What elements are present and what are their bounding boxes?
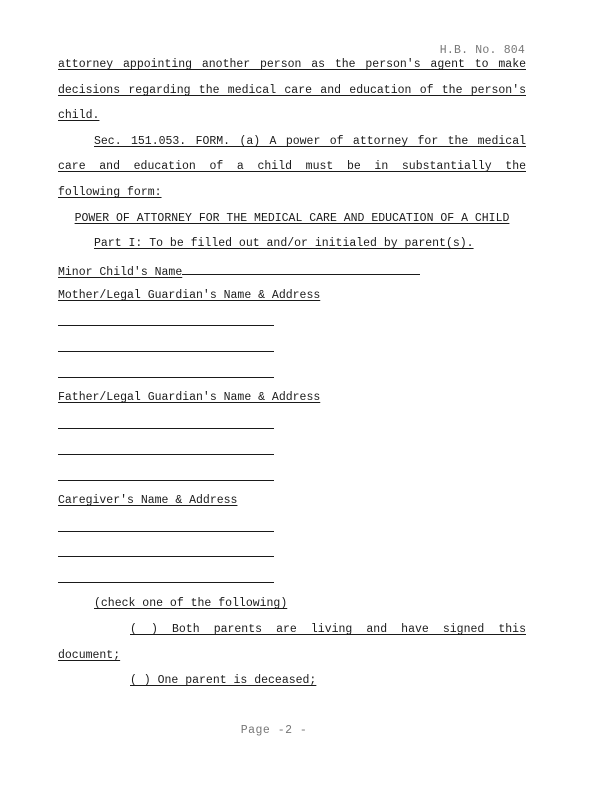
section-heading-line: Sec. 151.053. FORM. (a) A power of attorney for the medical xyxy=(94,135,526,148)
caregiver-address-line-2[interactable] xyxy=(58,556,274,557)
caregiver-label: Caregiver's Name & Address xyxy=(58,494,238,507)
minor-child-field: Minor Child's Name xyxy=(58,263,526,279)
paragraph-line: document; xyxy=(58,649,121,662)
paragraph-line: attorney appointing another person as the person's agent to make xyxy=(58,58,526,71)
father-address-line-1[interactable] xyxy=(58,428,274,429)
mother-address-line-2[interactable] xyxy=(58,351,274,352)
check-instruction: (check one of the following) xyxy=(94,597,288,610)
father-address-line-2[interactable] xyxy=(58,454,274,455)
mother-address-line-3[interactable] xyxy=(58,377,274,378)
mother-guardian-label: Mother/Legal Guardian's Name & Address xyxy=(58,289,321,302)
caregiver-address-line-1[interactable] xyxy=(58,531,274,532)
minor-child-name-blank[interactable] xyxy=(182,263,420,275)
father-guardian-label: Father/Legal Guardian's Name & Address xyxy=(58,391,321,404)
paragraph-line: decisions regarding the medical care and education of the person's xyxy=(58,84,526,97)
checkbox-one-parent-deceased[interactable]: ( ) One parent is deceased; xyxy=(130,674,317,687)
paragraph-line: child. xyxy=(58,109,100,122)
caregiver-address-line-3[interactable] xyxy=(58,582,274,583)
mother-address-line-1[interactable] xyxy=(58,325,274,326)
form-title: POWER OF ATTORNEY FOR THE MEDICAL CARE AND EDUCATION OF A CHILD xyxy=(74,212,510,225)
paragraph-line: following form: xyxy=(58,186,162,199)
father-address-line-3[interactable] xyxy=(58,480,274,481)
checkbox-both-parents[interactable]: ( ) Both parents are living and have signed this xyxy=(130,623,526,636)
part-one-heading: Part I: To be filled out and/or initialed by parent(s). xyxy=(94,237,474,250)
bill-number: H.B. No. 804 xyxy=(439,44,525,57)
page-number: Page -2 - xyxy=(240,724,308,737)
paragraph-line: care and education of a child must be in substantially the xyxy=(58,160,526,173)
